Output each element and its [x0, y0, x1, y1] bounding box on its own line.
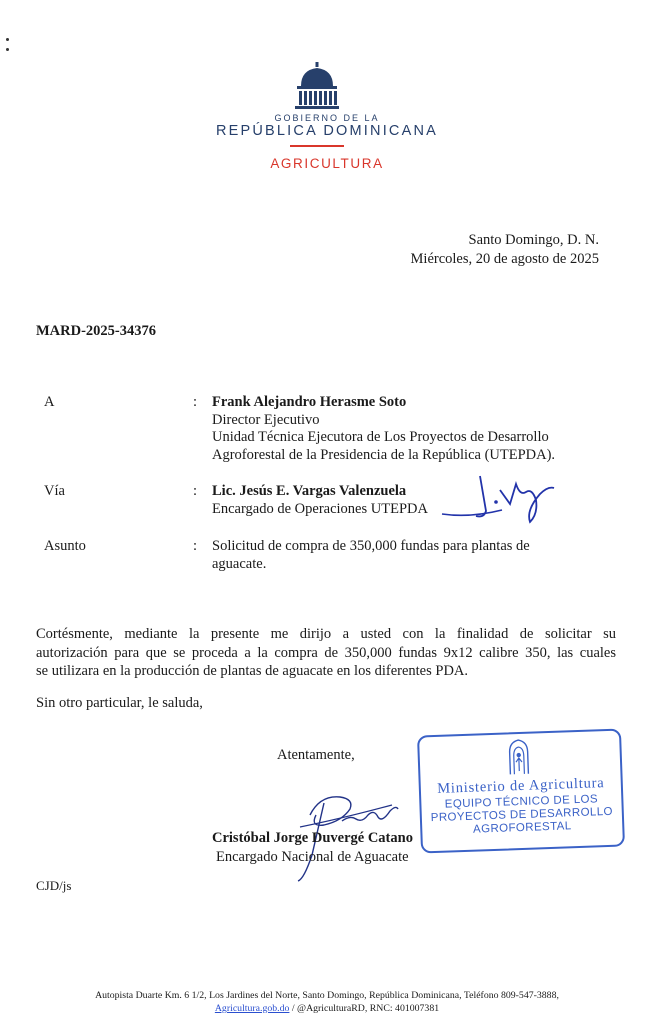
to-colon: : — [193, 394, 198, 410]
website-link[interactable]: Agricultura.gob.do — [214, 1003, 290, 1014]
date-place: Santo Domingo, D. N. — [468, 232, 599, 248]
agency-name: AGRICULTURA — [270, 156, 384, 171]
via-label: Vía — [44, 483, 65, 499]
via-name: Lic. Jesús E. Vargas Valenzuela — [212, 483, 407, 499]
subject-line2: aguacate. — [212, 555, 267, 572]
body-line: autorización para que se proceda a la compra de 350,000 fundas 9x12 calibre 350, las cuales — [36, 644, 616, 661]
via-colon: : — [193, 483, 198, 499]
via-signature — [440, 466, 560, 526]
to-line2: Unidad Técnica Ejecutora de Los Proyectos de Desarrollo — [212, 429, 549, 445]
stamp-body — [421, 793, 622, 839]
gov-country-line: REPÚBLICA DOMINICANA — [215, 123, 439, 139]
footer-social: / @AgriculturaRD, RNC: 401007381 — [289, 1003, 440, 1014]
official-stamp — [417, 728, 625, 853]
to-block — [212, 394, 555, 464]
stamp-emblem-icon — [505, 738, 532, 777]
footer-address: Autopista Duarte Km. 6 1/2, Los Jardines del Norte, Santo Domingo, República Dominicana, Teléfono 809-547-3888, — [95, 990, 559, 1001]
subject-colon: : — [193, 538, 198, 554]
reference-number: MARD-2025-34376 — [36, 323, 157, 339]
body-line: Cortésmente, mediante la presente me dirijo a usted con la finalidad de solicitar su — [36, 626, 616, 642]
to-line3: Agroforestal de la Presidencia de la República (UTEPDA). — [212, 446, 556, 463]
stamp-ministry: Ministerio de Agricultura — [436, 775, 605, 797]
divider — [290, 145, 344, 147]
body-line: se utilizara en la producción de plantas de aguacate en los diferentes PDA. — [36, 663, 469, 679]
via-block — [212, 483, 428, 518]
date-day: Miércoles, 20 de agosto de 2025 — [410, 251, 599, 267]
stamp-line: AGROFORESTAL — [472, 820, 572, 836]
subject-line1: Solicitud de compra de 350,000 fundas para plantas de — [212, 538, 530, 554]
scan-mark — [6, 38, 9, 41]
body-paragraph — [36, 625, 616, 681]
scan-mark — [6, 48, 9, 51]
via-line1: Encargado de Operaciones UTEPDA — [212, 500, 428, 517]
stamp-line: PROYECTOS DE DESARROLLO — [430, 805, 614, 825]
to-label: A — [44, 394, 55, 410]
subject-block — [212, 538, 530, 573]
gov-small-line: GOBIERNO DE LA — [274, 113, 380, 123]
signer-title: Encargado Nacional de Aguacate — [216, 849, 409, 865]
to-line1: Director Ejecutivo — [212, 411, 320, 428]
capitol-dome-icon — [291, 62, 343, 110]
salutation: Atentamente, — [277, 747, 355, 763]
typist-initials: CJD/js — [36, 878, 72, 893]
stamp-line: EQUIPO TÉCNICO DE LOS — [444, 793, 599, 811]
to-name: Frank Alejandro Herasme Soto — [212, 394, 407, 410]
closing-paragraph: Sin otro particular, le saluda, — [36, 695, 203, 711]
footer-contact — [0, 1003, 654, 1014]
subject-label: Asunto — [44, 538, 86, 554]
signer-name: Cristóbal Jorge Duvergé Catano — [212, 830, 413, 846]
